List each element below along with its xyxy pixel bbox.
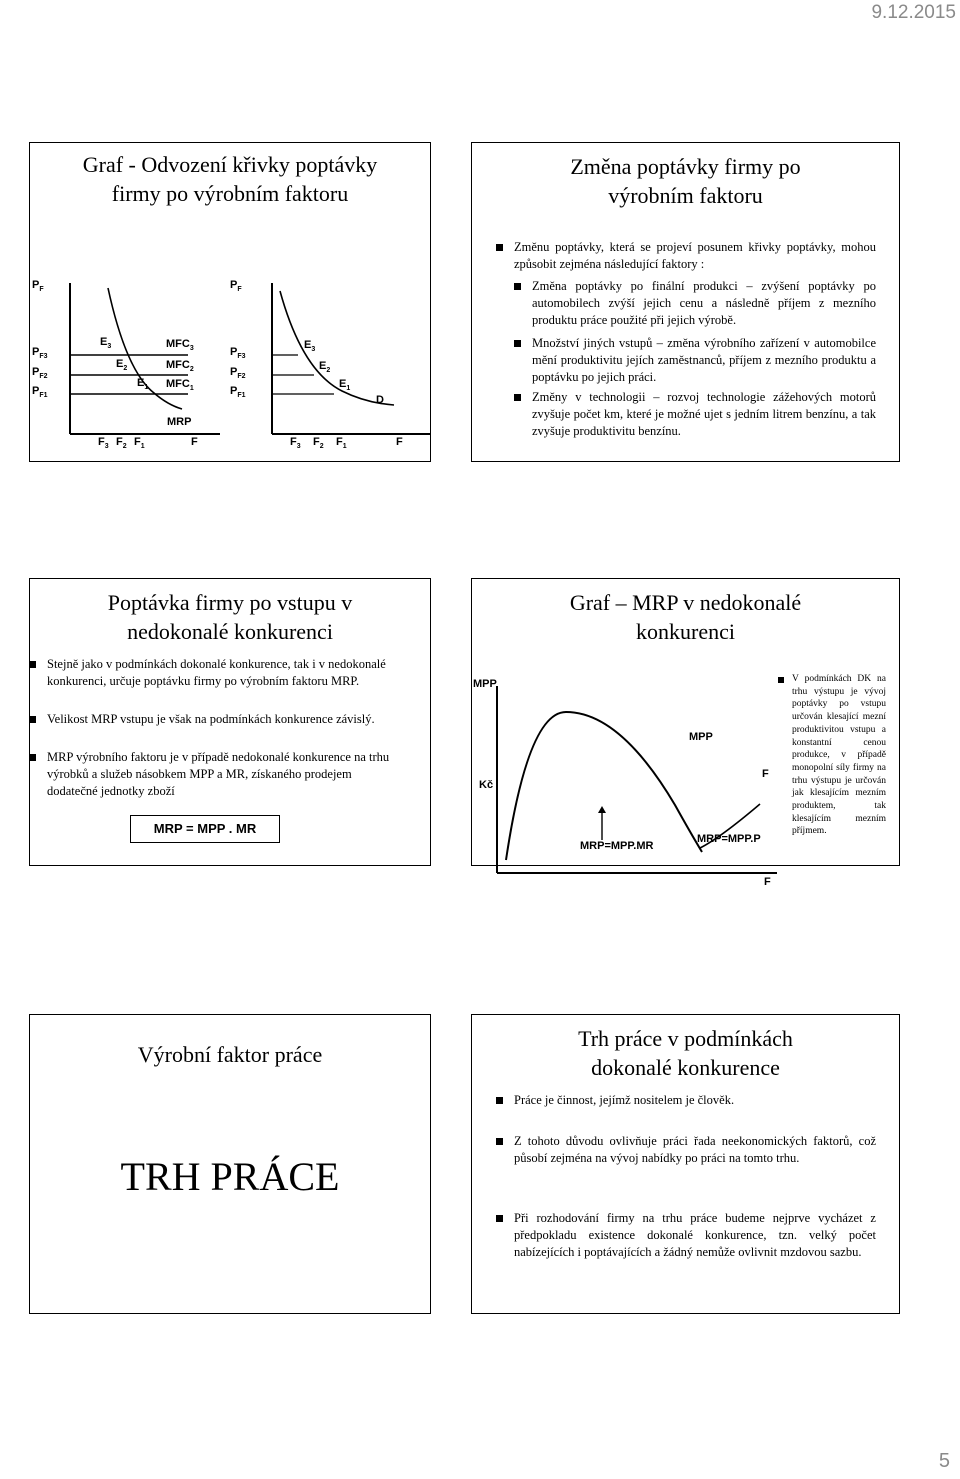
right-pf-label: $P_F$: [230, 279, 242, 294]
bullet-square-icon: [514, 394, 521, 401]
right-e1-label: $E_1$: [339, 378, 351, 393]
slide3-bullet-1: Stejně jako v podmínkách dokonalé konkurence, tak i v nedokonalé konkurenci, určuje poptávku firmy po výrobním faktoru MRP.: [47, 656, 397, 690]
formula-box: MRP = MPP . MR: [130, 815, 280, 843]
slide4-title-line1: Graf – MRP v nedokonalé: [569, 590, 802, 615]
slide3-title-line1: Poptávka firmy po vstupu v: [107, 590, 353, 615]
slide6-bullet-1: Práce je činnost, jejímž nositelem je člověk.: [514, 1092, 876, 1109]
right-d-label: D: [376, 394, 384, 406]
slide6-title-line2: dokonalé konkurence: [591, 1054, 780, 1080]
bullet-square-icon: [496, 244, 503, 251]
right-f2-label: $F_2$: [313, 436, 324, 451]
left-mfc2-label: $MFC_2$: [166, 359, 194, 374]
left-pf3-label: $P_{F3}$: [32, 346, 48, 361]
bullet-square-icon: [29, 716, 36, 723]
slide-graph-derivation: [29, 142, 431, 462]
slide2-bullet-1: Změnu poptávky, která se projeví posunem křivky poptávky, mohou způsobit zejména následující faktory :: [514, 239, 876, 273]
mpp-axis-label: MPP: [473, 678, 497, 690]
bullet-square-icon: [496, 1138, 503, 1145]
slide1-title-line1: Graf - Odvození křivky poptávky: [82, 152, 378, 177]
left-pf2-label: $P_{F2}$: [32, 366, 48, 381]
f-lower-label: F: [764, 876, 771, 888]
right-f-label: F: [396, 436, 403, 448]
left-f3-label: $F_3$: [98, 436, 109, 451]
slide5-big-text: TRH PRÁCE: [120, 1154, 340, 1199]
slide2-title-line1: Změna poptávky firmy po: [570, 154, 801, 179]
right-e3-label: $E_3$: [304, 339, 316, 354]
slide6-bullet-2: Z tohoto důvodu ovlivňuje práci řada neekonomických faktorů, což působí zejména na vývoj nabídky po práci na tomto trhu.: [514, 1133, 876, 1167]
slide-mrp-graph: [471, 578, 900, 866]
slide2-title-line2: výrobním faktoru: [608, 182, 763, 208]
slide3-bullet-3: MRP výrobního faktoru je v případě nedokonalé konkurence na trhu výrobků a služeb násobkem MPP a MR, získaného prodejem dodatečné jednotky zboží: [47, 749, 397, 800]
kc-axis-label: Kč: [479, 779, 494, 791]
left-e2-label: $E_2$: [116, 358, 128, 373]
bullet-square-icon: [29, 754, 36, 761]
slide4-note: V podmínkách DK na trhu výstupu je vývoj poptávky po vstupu určován klesající mezní produktivitou vstupu a konstantní cenou produkce, v případě monopolní síly firmy na trhu výstupu je určován jak klesajícím mezním produktem, tak klesajícím mezním příjmem.: [792, 674, 886, 837]
left-pf-label: $P_F$: [32, 279, 44, 294]
right-pf1-label: $P_{F1}$: [230, 385, 246, 400]
slide5-title: Výrobní faktor práce: [137, 1042, 323, 1067]
right-f3-label: $F_3$: [290, 436, 301, 451]
left-mrp-label: MRP: [167, 416, 192, 428]
right-pf3-label: $P_{F3}$: [230, 346, 246, 361]
slide3-title-line2: nedokonalé konkurenci: [127, 618, 333, 644]
left-pf1-label: $P_{F1}$: [32, 385, 48, 400]
left-f2-label: $F_2$: [116, 436, 127, 451]
slide-imperfect-demand: [29, 578, 431, 866]
left-f1-label: $F_1$: [134, 436, 145, 451]
slide3-title: [30, 589, 430, 646]
bullet-square-icon: [778, 677, 784, 683]
slide-perfect-labour-market: [471, 1014, 900, 1314]
right-demand-curve: [280, 291, 394, 405]
mpp-curve-label: MPP: [689, 731, 713, 743]
mrp-mr-label: MRP=MPP.MR: [580, 840, 654, 852]
left-f-label: F: [191, 436, 198, 448]
bullet-square-icon: [29, 661, 36, 668]
bullet-square-icon: [514, 283, 521, 290]
bullet-square-icon: [514, 340, 521, 347]
slide3-bullet-2: Velikost MRP vstupu je však na podmínkách konkurence závislý.: [47, 711, 397, 728]
right-e2-label: $E_2$: [319, 360, 331, 375]
slide1-title-line2: firmy po výrobním faktoru: [111, 180, 349, 206]
left-mfc1-label: $MFC_1$: [166, 378, 194, 393]
bullet-square-icon: [496, 1215, 503, 1222]
slide6-bullet-3: Při rozhodování firmy na trhu práce budeme nejprve vycházet z předpokladu existence dokonalé konkurence, tzn. velký počet nabízejících i poptávajících a žádný nemůže ovlivnit mzdovou sazbu.: [514, 1210, 876, 1261]
bullet-square-icon: [496, 1097, 503, 1104]
slide2-bullet-2: Změna poptávky po finální produkci – zvýšení poptávky po automobilech zvýší jejich cenu a následně příjem z mezního produktu práce použité při jejich výrobě.: [532, 278, 876, 329]
derivation-graphs: [30, 143, 431, 462]
f-upper-label: F: [762, 768, 769, 780]
left-mfc3-label: $MFC_3$: [166, 338, 194, 353]
left-e1-label: $E_1$: [137, 377, 149, 392]
mrp-p-label: MRP=MPP.P: [697, 833, 761, 845]
slide6-title-line1: Trh práce v podmínkách: [578, 1026, 793, 1051]
slide6-title: [472, 1025, 899, 1082]
page-number: 5: [938, 1450, 950, 1472]
slide4-title: [472, 589, 899, 646]
slide2-bullet-4: Změny v technologii – rozvoj technologie zážehových motorů zvyšuje počet km, které je možné ujet s jedním litrem benzínu, a tak zvyšuje produktivitu benzínu.: [532, 389, 876, 440]
left-e3-label: $E_3$: [100, 336, 112, 351]
slide4-title-line2: konkurenci: [636, 618, 735, 644]
slide-labour-factor: [29, 1014, 431, 1314]
slide2-bullet-3: Množství jiných vstupů – změna výrobního zařízení v automobilce mění produktivitu jejích zaměstnanců, příjem z mezního produktu a poptávku po jejich práci.: [532, 335, 876, 386]
slide2-title: [472, 153, 899, 210]
page-date: 9.12.2015: [871, 2, 956, 23]
right-f1-label: $F_1$: [336, 436, 347, 451]
right-pf2-label: $P_{F2}$: [230, 366, 246, 381]
slide-demand-change: [471, 142, 900, 462]
